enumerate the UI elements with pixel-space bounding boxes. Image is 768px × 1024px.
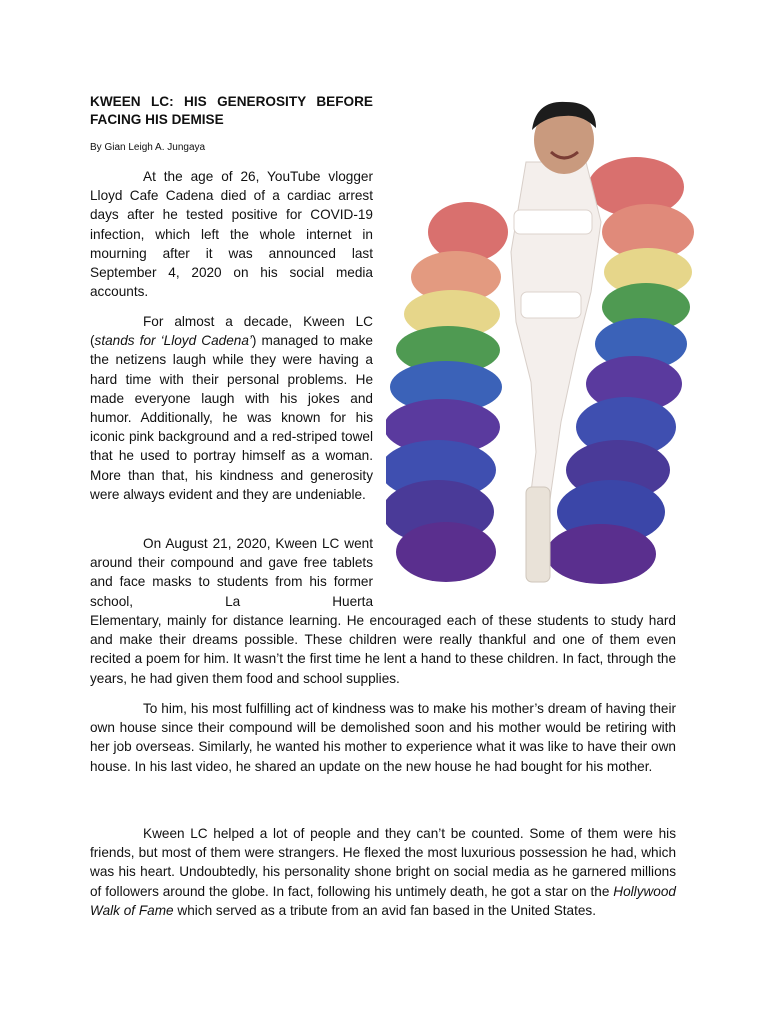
rainbow-gown-photo xyxy=(386,92,696,588)
left-ruffles xyxy=(386,202,508,582)
paragraph-4: To him, his most fulfilling act of kindness was to make his mother’s dream of having their own house since their compound will be demolished soon and his mother would be retiring with her job overseas. Similarly, he wanted his mother to experience what it was like to have their own house. In his last video, he shared an update on the new house he had bought for his mother. xyxy=(90,701,676,774)
paragraph-2-start: For almost a decade, Kween LC ( xyxy=(90,314,373,349)
paragraph-3-bottom: Elementary, mainly for distance learning. He encouraged each of these students to study hard and make their dreams possible. These children were really thankful and one of them even recited a poem for him. It wasn’t the first time he lent a hand to these children. In fact, through the years, he had given them food and school supplies. xyxy=(90,613,676,686)
paragraph-5-end: which served as a tribute from an avid fan based in the United States. xyxy=(173,902,597,918)
article-byline: By Gian Leigh A. Jungaya xyxy=(90,142,206,153)
paragraph-1: At the age of 26, YouTube vlogger Lloyd Cafe Cadena died of a cardiac arrest days after he tested positive for COVID-19 infection, which left the whole internet in mourning after it was announced last September 4, 2020 on his social media accounts. xyxy=(90,169,373,300)
paragraph-5 xyxy=(90,824,676,920)
article-title: KWEEN LC: HIS GENEROSITY BEFORE FACING HIS DEMISE xyxy=(90,94,373,127)
paragraph-5-italic: Hollywood Walk of Fame xyxy=(90,883,676,918)
paragraph-2 xyxy=(90,312,373,504)
paragraph-3-top: On August 21, 2020, Kween LC went around their compound and gave free tablets and face masks to students from his former school, La Huerta xyxy=(90,536,373,609)
paragraph-2-italic: stands for ‘Lloyd Cadena’ xyxy=(94,333,252,349)
paragraph-2-end: ) managed to make the netizens laugh while they were having a hard time with their personal problems. He made everyone laugh with his jokes and humor. Additionally, he was known for his iconic pink background and a red-striped towel that he used to portray himself as a woman. More than that, his kindness and generosity were always evident and they are undeniable. xyxy=(90,333,373,502)
paragraph-5-start: Kween LC helped a lot of people and they can’t be counted. Some of them were his friends, but most of them were strangers. He flexed the most luxurious possession he had, which was his heart. Undoubtedly, his personality shone bright on social media as he garnered millions of followers around the globe. In fact, following his untimely death, he got a star on the xyxy=(90,826,676,899)
